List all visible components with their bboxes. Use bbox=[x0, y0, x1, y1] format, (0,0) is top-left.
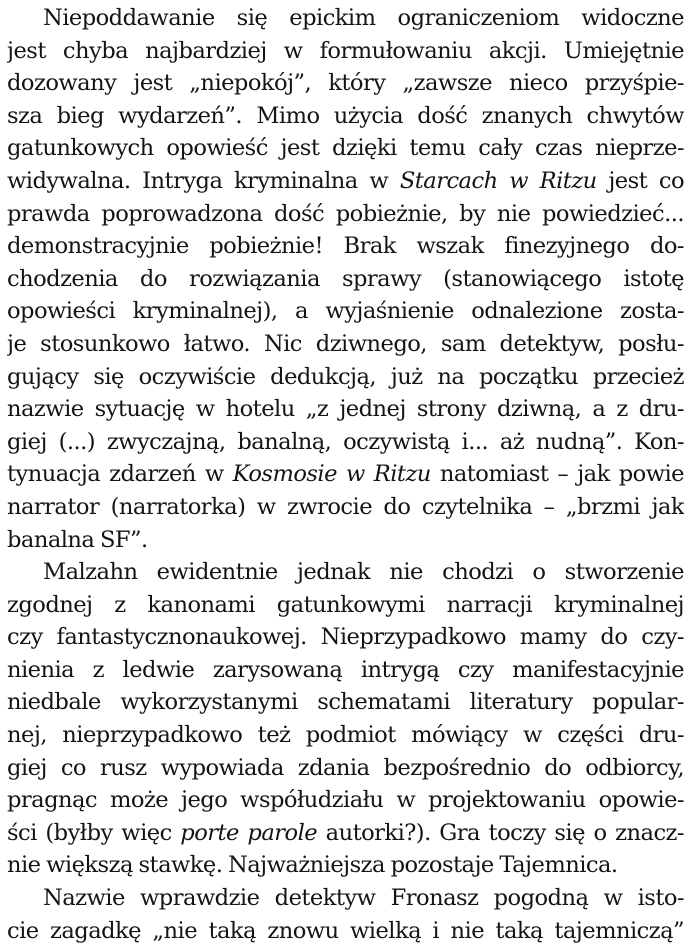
text-line bbox=[7, 2, 684, 35]
italic-title: Starcach w Ritzu bbox=[399, 167, 597, 194]
text-line bbox=[7, 524, 684, 557]
text-line bbox=[7, 654, 684, 687]
text-line bbox=[7, 556, 684, 589]
text-run: nazwie sytuację w hotelu „z jednej strony dziwną, a z dru- bbox=[7, 396, 684, 423]
text-run: Nazwie wprawdzie detektyw Fronasz pogodną w isto- bbox=[43, 885, 684, 912]
text-line bbox=[7, 198, 684, 231]
text-run: niedbale wykorzystanymi schematami literatury popular- bbox=[7, 689, 684, 716]
italic-title: porte parole bbox=[180, 819, 318, 846]
text-line bbox=[7, 100, 684, 133]
text-line bbox=[7, 328, 684, 361]
text-run: giej co rusz wypowiada zdania bezpośrednio do odbiorcy, bbox=[7, 754, 684, 781]
text-line bbox=[7, 165, 684, 198]
text-run: prawda poprowadzona dość pobieżnie, by nie powiedzieć... bbox=[7, 200, 684, 227]
text-run: sza bieg wydarzeń”. Mimo użycia dość znanych chwytów bbox=[7, 102, 684, 129]
italic-title: Kosmosie w Ritzu bbox=[232, 461, 431, 488]
text-line bbox=[7, 35, 684, 68]
text-line bbox=[7, 817, 684, 850]
text-line bbox=[7, 719, 684, 752]
text-run: narrator (narratorka) w zwrocie do czytelnika – „brzmi jak bbox=[7, 493, 684, 520]
text-run: chodzenia do rozwiązania sprawy (stanowiącego istotę bbox=[7, 265, 684, 292]
text-run: nie większą stawkę. Najważniejsza pozostaje Tajemnica. bbox=[7, 852, 618, 879]
text-run: banalna SF”. bbox=[7, 526, 148, 553]
paragraph bbox=[7, 556, 684, 882]
text-line bbox=[7, 882, 684, 915]
text-run: Niepoddawanie się epickim ograniczeniom widoczne bbox=[43, 5, 684, 31]
text-line bbox=[7, 491, 684, 524]
text-run: je stosunkowo łatwo. Nic dziwnego, sam detektyw, posłu- bbox=[7, 330, 684, 357]
text-run: opowieści kryminalnej), a wyjaśnienie odnalezione zosta- bbox=[7, 298, 684, 325]
text-line bbox=[7, 589, 684, 622]
paragraph bbox=[7, 882, 684, 947]
text-line bbox=[7, 752, 684, 785]
text-run: dozowany jest „niepokój”, który „zawsze nieco przyśpie- bbox=[7, 70, 684, 97]
text-line bbox=[7, 67, 684, 100]
text-line bbox=[7, 915, 684, 947]
text-run: ści (byłby więc bbox=[7, 819, 181, 846]
text-run: widywalna. Intryga kryminalna w bbox=[7, 167, 400, 194]
text-run: jest chyba najbardziej w formułowaniu akcji. Umiejętnie bbox=[7, 37, 684, 64]
text-run: gatunkowych opowieść jest dzięki temu cały czas nieprze- bbox=[7, 135, 684, 162]
text-run: gujący się oczywiście dedukcją, już na początku przecież bbox=[7, 363, 684, 390]
text-run: nej, nieprzypadkowo też podmiot mówiący w części dru- bbox=[7, 722, 684, 749]
text-line bbox=[7, 393, 684, 426]
text-run: autorki?). Gra toczy się o znacz- bbox=[317, 819, 684, 846]
text-run: zgodnej z kanonami gatunkowymi narracji kryminalnej bbox=[7, 591, 684, 618]
text-run: tynuacja zdarzeń w bbox=[7, 461, 233, 488]
text-run: demonstracyjnie pobieżnie! Brak wszak finezyjnego do- bbox=[7, 233, 684, 260]
text-run: pragnąc może jego współudziału w projektowaniu opowie- bbox=[7, 787, 684, 814]
text-line bbox=[7, 849, 684, 882]
text-run: cie zagadkę „nie taką znowu wielką i nie taką tajemniczą” bbox=[7, 917, 684, 944]
text-line bbox=[7, 686, 684, 719]
text-line bbox=[7, 132, 684, 165]
text-line bbox=[7, 426, 684, 459]
text-run: Malzahn ewidentnie jednak nie chodzi o stworzenie bbox=[43, 559, 684, 586]
text-line bbox=[7, 621, 684, 654]
text-line bbox=[7, 784, 684, 817]
text-run: nienia z ledwie zarysowaną intrygą czy manifestacyjnie bbox=[7, 656, 684, 683]
text-line bbox=[7, 361, 684, 394]
text-line bbox=[7, 263, 684, 296]
text-run: giej (...) zwyczajną, banalną, oczywistą i... aż nudną”. Kon- bbox=[7, 428, 684, 455]
paragraph bbox=[7, 2, 684, 556]
text-run: jest co bbox=[596, 167, 684, 194]
text-line bbox=[7, 458, 684, 491]
text-line bbox=[7, 230, 684, 263]
text-run: natomiast – jak powie bbox=[430, 461, 684, 488]
text-run: czy fantastycznonaukowej. Nieprzypadkowo mamy do czy- bbox=[7, 624, 684, 651]
text-line bbox=[7, 295, 684, 328]
